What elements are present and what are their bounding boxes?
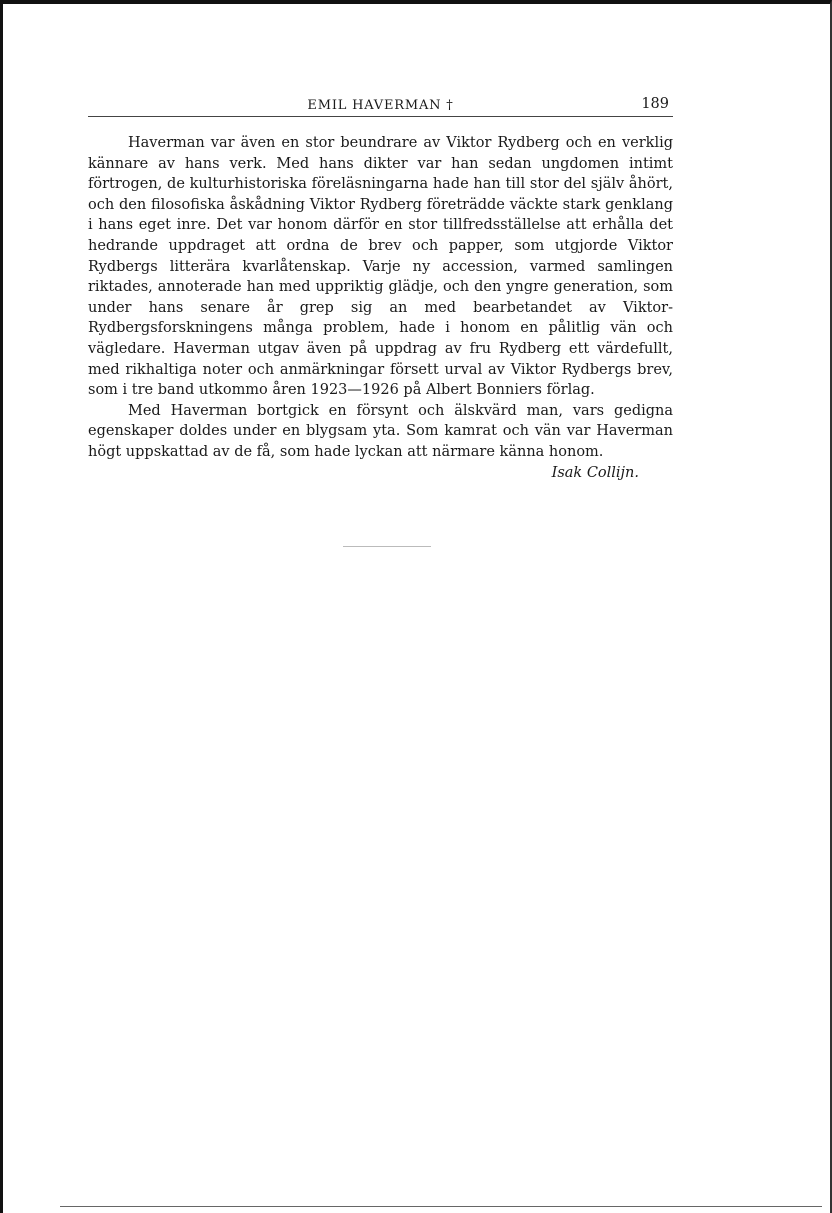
running-head: [88, 96, 673, 117]
running-title: EMIL HAVERMAN †: [307, 98, 454, 113]
author-signature: Isak Collijn.: [551, 464, 639, 481]
paragraph: Med Haverman bortgick en försynt och älskvärd man, vars gedigna egenskaper doldes under en blygsam yta. Som kamrat och vän var Haverman högt uppskattad av de få, som hade lyckan att närmare känna honom.: [88, 402, 673, 460]
page-number: 189: [641, 96, 669, 112]
footer-rule: [60, 1206, 822, 1207]
article-body: [88, 133, 673, 483]
document-page: [88, 96, 673, 483]
end-of-article-rule: [343, 546, 431, 547]
paragraph: Haverman var även en stor beundrare av Viktor Rydberg och en verklig kännare av hans verk. Med hans dikter var han sedan ungdomen intimt förtrogen, de kulturhistoriska föreläsningarna hade han till stor del själv åhört, och den filosofiska åskådning Viktor Rydberg företrädde väckte stark genklang i hans eget inre. Det var honom därför en stor tillfredsställelse att erhålla det hedrande uppdraget att ordna de brev och papper, som utgjorde Viktor Rydbergs litterära kvarlåtenskap. Varje ny accession, varmed samlingen riktades, annoterade han med uppriktig glädje, och den yngre generation, som under hans senare år grep sig an med bearbetandet av Viktor-Rydbergsforskningens många problem, hade i honom en pålitlig vän och vägledare. Haverman utgav även på uppdrag av fru Rydberg ett värdefullt, med rikhaltiga noter och anmärkningar försett urval av Viktor Rydbergs brev, som i tre band utkommo åren 1923—1926 på Albert Bonniers förlag.: [88, 135, 673, 399]
